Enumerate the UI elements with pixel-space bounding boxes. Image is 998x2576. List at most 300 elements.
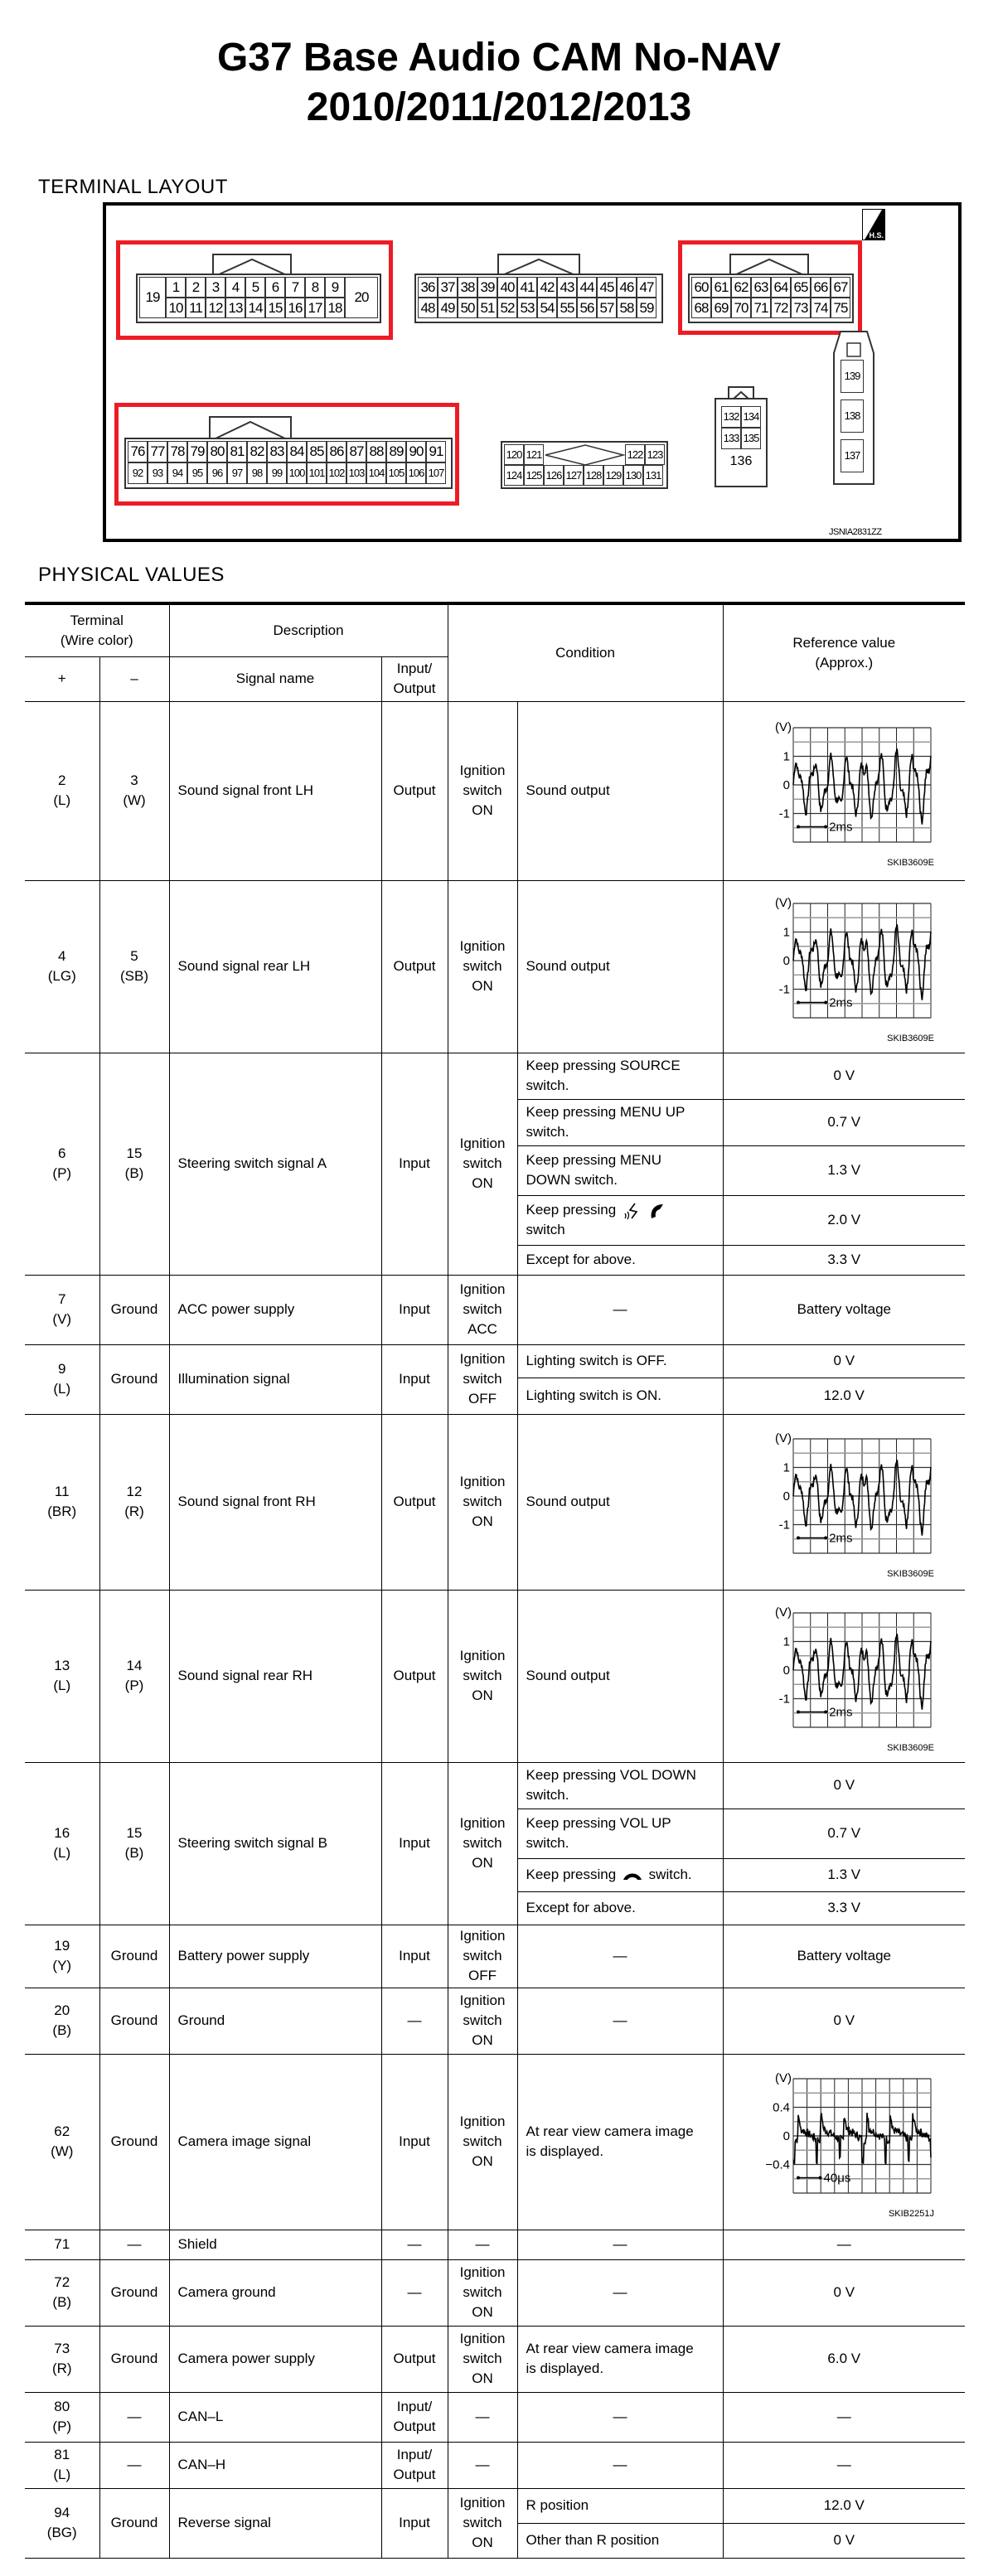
condition-ignition: Ignition switch ON	[448, 1414, 517, 1590]
oscilloscope-trace	[740, 1593, 947, 1759]
terminal-pin: 127	[564, 465, 584, 486]
terminal-pin: 122	[625, 444, 645, 465]
condition-detail: Keep pressing MENU UP switch.	[517, 1099, 723, 1145]
reference-value	[723, 701, 965, 880]
terminal-pin: 18	[325, 298, 345, 318]
terminal-plus: 19 (Y)	[25, 1925, 99, 1988]
terminal-pin: 17	[305, 298, 325, 318]
axis-tick-label: 0	[782, 1489, 791, 1503]
condition-detail: Other than R position	[517, 2523, 723, 2558]
terminal-pin: 126	[544, 465, 564, 486]
table-row	[25, 1762, 965, 1809]
terminal-pin: 61	[711, 277, 731, 298]
input-output: Input	[381, 1053, 448, 1275]
axis-tick-label: 1	[782, 925, 791, 940]
table-row	[25, 2442, 965, 2488]
terminal-pin: 93	[148, 462, 167, 484]
connector-latch	[212, 254, 292, 275]
terminal-pin: 63	[751, 277, 771, 298]
terminal-pin: 68	[691, 298, 711, 318]
terminal-pin: 132	[721, 406, 741, 428]
terminal-minus: —	[99, 2442, 169, 2488]
waveform-figure	[740, 884, 947, 1049]
reference-value: 1.3 V	[723, 1858, 965, 1891]
reference-value: 3.3 V	[723, 1891, 965, 1925]
terminal-pin: 71	[751, 298, 771, 318]
terminal-pin: 14	[245, 298, 265, 318]
condition-detail: At rear view camera image is displayed.	[517, 2326, 723, 2392]
reference-value: 0 V	[723, 2259, 965, 2326]
terminal-plus: 94 (BG)	[25, 2488, 99, 2558]
waveform-figure	[740, 1419, 947, 1585]
signal-name: Steering switch signal B	[169, 1762, 381, 1925]
input-output: Input	[381, 1275, 448, 1344]
condition-detail: Keep pressing SOURCE switch.	[517, 1053, 723, 1099]
condition-detail: R position	[517, 2488, 723, 2523]
terminal-pin: 101	[307, 462, 327, 484]
terminal-pin: 65	[791, 277, 811, 298]
condition-ignition: —	[448, 2392, 517, 2442]
signal-name: Camera image signal	[169, 2054, 381, 2230]
input-output: Output	[381, 701, 448, 880]
terminal-plus: 4 (LG)	[25, 880, 99, 1053]
terminal-pin: 47	[637, 277, 656, 298]
terminal-pin: 99	[267, 462, 287, 484]
condition-detail: Lighting switch is OFF.	[517, 1344, 723, 1378]
terminal-pin: 54	[537, 298, 557, 318]
terminal-minus: 15 (B)	[99, 1762, 169, 1925]
condition-ignition: Ignition switch ON	[448, 2326, 517, 2392]
terminal-pin: 75	[831, 298, 850, 318]
terminal-pin: 43	[557, 277, 577, 298]
condition-detail: Sound output	[517, 701, 723, 880]
terminal-pin: 59	[637, 298, 656, 318]
header-condition: Condition	[448, 603, 723, 701]
terminal-plus: 73 (R)	[25, 2326, 99, 2392]
table-row	[25, 701, 965, 880]
terminal-pin: 57	[597, 298, 617, 318]
reference-value	[723, 1590, 965, 1762]
terminal-pin: 124	[504, 465, 524, 486]
terminal-pin: 79	[187, 441, 207, 462]
terminal-pin: 90	[406, 441, 426, 462]
terminal-pin: 86	[327, 441, 346, 462]
input-output: Input	[381, 1344, 448, 1414]
input-output: Input	[381, 1762, 448, 1925]
condition-detail: —	[517, 1275, 723, 1344]
connector-latch	[497, 254, 580, 275]
signal-name: CAN–L	[169, 2392, 381, 2442]
input-output: Input	[381, 2054, 448, 2230]
terminal-pin: 42	[537, 277, 557, 298]
terminal-minus: —	[99, 2230, 169, 2259]
terminal-pin: 52	[497, 298, 517, 318]
input-output: Output	[381, 880, 448, 1053]
terminal-minus: Ground	[99, 2326, 169, 2392]
terminal-pin: 72	[771, 298, 791, 318]
hs-badge-label: H.S.	[869, 231, 884, 240]
reference-value	[723, 2054, 965, 2230]
signal-name: Ground	[169, 1988, 381, 2054]
signal-name: Camera ground	[169, 2259, 381, 2326]
terminal-pin: 82	[247, 441, 267, 462]
terminal-pin: 62	[731, 277, 751, 298]
terminal-pin: 69	[711, 298, 731, 318]
reference-value: 0.7 V	[723, 1099, 965, 1145]
axis-tick-label: 0	[782, 954, 791, 968]
table-row	[25, 1344, 965, 1378]
condition-text: switch	[526, 1222, 565, 1237]
terminal-minus: Ground	[99, 2054, 169, 2230]
condition-detail: Except for above.	[517, 1891, 723, 1925]
condition-detail: Sound output	[517, 1414, 723, 1590]
terminal-pin: 56	[577, 298, 597, 318]
reference-value: 2.0 V	[723, 1195, 965, 1245]
reference-value	[723, 1414, 965, 1590]
terminal-pin: 91	[426, 441, 446, 462]
reference-value: 3.3 V	[723, 1245, 965, 1275]
signal-name: Steering switch signal A	[169, 1053, 381, 1275]
table-row	[25, 1053, 965, 1099]
terminal-pin: 131	[643, 465, 663, 486]
terminal-plus: 71	[25, 2230, 99, 2259]
terminal-pin: 2	[186, 277, 206, 298]
hs-badge-icon	[862, 209, 885, 240]
terminal-pin: 8	[305, 277, 325, 298]
terminal-minus: Ground	[99, 1988, 169, 2054]
axis-tick-label: 1	[782, 1460, 791, 1475]
terminal-pin: 46	[617, 277, 637, 298]
terminal-pin: 73	[791, 298, 811, 318]
terminal-plus: 72 (B)	[25, 2259, 99, 2326]
condition-text: Keep pressing	[526, 1202, 617, 1218]
terminal-pin: 16	[285, 298, 305, 318]
arrow-end-icon	[797, 2177, 800, 2180]
reference-value: 0 V	[723, 1344, 965, 1378]
condition-detail: At rear view camera image is displayed.	[517, 2054, 723, 2230]
header-plus: +	[25, 656, 99, 701]
terminal-pin: 88	[366, 441, 386, 462]
condition-ignition: Ignition switch ON	[448, 2259, 517, 2326]
condition-detail: Except for above.	[517, 1245, 723, 1275]
table-row	[25, 1590, 965, 1762]
table-row	[25, 1275, 965, 1344]
axis-tick-label: 0.4	[773, 2100, 791, 2115]
table-row	[25, 2488, 965, 2523]
condition-ignition: Ignition switch OFF	[448, 1344, 517, 1414]
terminal-plus: 6 (P)	[25, 1053, 99, 1275]
terminal-pin: 100	[287, 462, 307, 484]
arrow-end-icon	[819, 2177, 822, 2180]
condition-text: switch.	[648, 1867, 692, 1882]
condition-detail: —	[517, 2392, 723, 2442]
header-reference-value: Reference value (Approx.)	[723, 603, 965, 701]
model-years: 2010/2011/2012/2013	[306, 85, 692, 129]
signal-name: Battery power supply	[169, 1925, 381, 1988]
time-scale-label: 2ms	[829, 1705, 853, 1720]
figure-code: SKIB3609E	[887, 1743, 935, 1753]
terminal-pin: 133	[721, 428, 741, 449]
header-description: Description	[169, 603, 448, 656]
signal-name: ACC power supply	[169, 1275, 381, 1344]
signal-name: CAN–H	[169, 2442, 381, 2488]
condition-detail: Lighting switch is ON.	[517, 1378, 723, 1414]
oscilloscope-trace	[740, 1419, 947, 1585]
terminal-pin: 120	[504, 444, 524, 465]
reference-value: 6.0 V	[723, 2326, 965, 2392]
figure-code: SKIB2251J	[889, 2209, 935, 2219]
terminal-pin: 81	[227, 441, 247, 462]
physical-values-table	[25, 602, 965, 2559]
terminal-pin: 39	[477, 277, 497, 298]
condition-ignition: Ignition switch ON	[448, 2488, 517, 2558]
reference-value: Battery voltage	[723, 1275, 965, 1344]
terminal-minus: Ground	[99, 2259, 169, 2326]
terminal-pin: 137	[841, 439, 864, 472]
condition-detail: —	[517, 2230, 723, 2259]
arrow-end-icon	[797, 1537, 800, 1540]
terminal-pin: 130	[623, 465, 643, 486]
axis-tick-label: -1	[778, 806, 791, 821]
condition-detail: —	[517, 1988, 723, 2054]
reference-value	[723, 880, 965, 1053]
time-scale-label: 2ms	[829, 1531, 853, 1546]
axis-unit-label: (V)	[775, 1431, 792, 1445]
input-output: Output	[381, 1414, 448, 1590]
condition-ignition: Ignition switch ON	[448, 1762, 517, 1925]
connector-latch	[729, 254, 809, 275]
table-row	[25, 2392, 965, 2442]
terminal-pin: 123	[645, 444, 665, 465]
oscilloscope-trace	[740, 884, 947, 1049]
condition-detail: Sound output	[517, 880, 723, 1053]
input-output: Input	[381, 1925, 448, 1988]
condition-ignition: Ignition switch ON	[448, 2054, 517, 2230]
axis-tick-label: 0	[782, 1663, 791, 1678]
axis-tick-label: −0.4	[765, 2157, 791, 2172]
arrow-end-icon	[797, 1711, 800, 1714]
table-row	[25, 1414, 965, 1590]
terminal-pin: 45	[597, 277, 617, 298]
keyway-diamond-icon	[544, 444, 627, 466]
terminal-minus: —	[99, 2392, 169, 2442]
terminal-minus: 12 (R)	[99, 1414, 169, 1590]
terminal-pin: 19	[139, 277, 166, 318]
terminal-plus: 20 (B)	[25, 1988, 99, 2054]
table-row	[25, 2230, 965, 2259]
axis-tick-label: 0	[782, 778, 791, 792]
table-row	[25, 2326, 965, 2392]
terminal-plus: 11 (BR)	[25, 1414, 99, 1590]
connector-latch	[209, 416, 292, 439]
table-row	[25, 1988, 965, 2054]
terminal-pin: 3	[206, 277, 225, 298]
terminal-pin: 83	[267, 441, 287, 462]
reference-value: —	[723, 2442, 965, 2488]
terminal-plus: 2 (L)	[25, 701, 99, 880]
terminal-pin: 4	[225, 277, 245, 298]
reference-value: 0 V	[723, 1988, 965, 2054]
terminal-pin: 10	[166, 298, 186, 318]
input-output: Output	[381, 2326, 448, 2392]
arrow-end-icon	[824, 1001, 827, 1005]
condition-detail: —	[517, 2442, 723, 2488]
waveform-figure	[740, 708, 947, 874]
terminal-pin: 40	[497, 277, 517, 298]
terminal-pin: 67	[831, 277, 850, 298]
signal-name: Illumination signal	[169, 1344, 381, 1414]
terminal-minus: Ground	[99, 1925, 169, 1988]
condition-ignition: Ignition switch ON	[448, 1988, 517, 2054]
arrow-end-icon	[824, 1711, 827, 1714]
terminal-pin: 136	[729, 454, 753, 468]
reference-value: —	[723, 2230, 965, 2259]
terminal-pin: 85	[307, 441, 327, 462]
condition-detail: —	[517, 2259, 723, 2326]
terminal-pin: 78	[167, 441, 187, 462]
time-scale-label: 2ms	[829, 820, 853, 835]
terminal-pin: 48	[418, 298, 438, 318]
signal-name: Sound signal front LH	[169, 701, 381, 880]
terminal-pin: 84	[287, 441, 307, 462]
header-terminal: Terminal (Wire color)	[25, 603, 169, 656]
signal-name: Sound signal rear RH	[169, 1590, 381, 1762]
input-output: Output	[381, 1590, 448, 1762]
terminal-minus: 15 (B)	[99, 1053, 169, 1275]
table-row	[25, 2054, 965, 2230]
terminal-pin: 50	[458, 298, 477, 318]
signal-name: Shield	[169, 2230, 381, 2259]
table-row	[25, 880, 965, 1053]
terminal-layout-heading: TERMINAL LAYOUT	[38, 176, 228, 198]
terminal-plus: 13 (L)	[25, 1590, 99, 1762]
terminal-plus: 9 (L)	[25, 1344, 99, 1414]
terminal-pin: 97	[227, 462, 247, 484]
terminal-plus: 7 (V)	[25, 1275, 99, 1344]
physical-values-heading: PHYSICAL VALUES	[38, 564, 225, 586]
terminal-pin: 94	[167, 462, 187, 484]
axis-tick-label: -1	[778, 1518, 791, 1533]
terminal-pin: 107	[426, 462, 446, 484]
terminal-pin: 102	[327, 462, 346, 484]
terminal-plus: 81 (L)	[25, 2442, 99, 2488]
reference-value: 0 V	[723, 2523, 965, 2558]
terminal-pin: 51	[477, 298, 497, 318]
terminal-pin: 64	[771, 277, 791, 298]
input-output: Input/ Output	[381, 2442, 448, 2488]
axis-tick-label: -1	[778, 1692, 791, 1707]
terminal-minus: 3 (W)	[99, 701, 169, 880]
condition-detail	[517, 1195, 723, 1245]
terminal-pin: 49	[438, 298, 458, 318]
terminal-pin: 55	[557, 298, 577, 318]
terminal-pin: 13	[225, 298, 245, 318]
time-scale-label: 40μs	[823, 2171, 851, 2186]
document-title: G37 Base Audio CAM No-NAV	[216, 36, 782, 80]
terminal-layout-figure	[103, 202, 962, 542]
terminal-pin: 53	[517, 298, 537, 318]
axis-tick-label: 0	[782, 2129, 791, 2143]
terminal-minus: 5 (SB)	[99, 880, 169, 1053]
table-header-row	[25, 603, 965, 656]
signal-name: Sound signal rear LH	[169, 880, 381, 1053]
terminal-pin: 104	[366, 462, 386, 484]
phone-pickup-icon	[647, 1202, 668, 1220]
terminal-minus: Ground	[99, 1344, 169, 1414]
condition-detail: Keep pressing VOL DOWN switch.	[517, 1762, 723, 1809]
condition-detail: Keep pressing VOL UP switch.	[517, 1809, 723, 1858]
terminal-pin: 87	[346, 441, 366, 462]
terminal-pin: 1	[166, 277, 186, 298]
condition-ignition: Ignition switch ON	[448, 1590, 517, 1762]
terminal-pin: 41	[517, 277, 537, 298]
figure-code: SKIB3609E	[887, 858, 935, 868]
oscilloscope-trace	[740, 708, 947, 874]
condition-ignition: Ignition switch ON	[448, 880, 517, 1053]
table-row	[25, 1925, 965, 1988]
reference-value: Battery voltage	[723, 1925, 965, 1988]
arrow-end-icon	[824, 1537, 827, 1540]
terminal-pin: 74	[811, 298, 831, 318]
phone-hangup-icon	[622, 1867, 643, 1885]
terminal-pin: 92	[128, 462, 148, 484]
condition-ignition: Ignition switch OFF	[448, 1925, 517, 1988]
terminal-pin: 5	[245, 277, 265, 298]
terminal-pin: 11	[186, 298, 206, 318]
input-output: —	[381, 2259, 448, 2326]
terminal-plus: 62 (W)	[25, 2054, 99, 2230]
figure-code: JSNIA2831ZZ	[829, 527, 882, 537]
axis-tick-label: 1	[782, 1634, 791, 1649]
terminal-pin: 138	[841, 399, 864, 433]
figure-code: SKIB3609E	[887, 1034, 935, 1043]
terminal-pin: 139	[841, 360, 864, 393]
terminal-pin: 76	[128, 441, 148, 462]
condition-detail: Sound output	[517, 1590, 723, 1762]
condition-text: Keep pressing	[526, 1867, 617, 1882]
terminal-pin: 20	[345, 277, 378, 318]
reference-value: 0.7 V	[723, 1809, 965, 1858]
axis-unit-label: (V)	[775, 1605, 792, 1620]
signal-name: Camera power supply	[169, 2326, 381, 2392]
terminal-pin: 66	[811, 277, 831, 298]
terminal-pin: 70	[731, 298, 751, 318]
header-signal-name: Signal name	[169, 656, 381, 701]
figure-code: SKIB3609E	[887, 1569, 935, 1579]
terminal-pin: 7	[285, 277, 305, 298]
terminal-pin: 95	[187, 462, 207, 484]
terminal-pin: 134	[741, 406, 761, 428]
table-row	[25, 2259, 965, 2326]
waveform-figure	[740, 2059, 947, 2225]
terminal-pin: 129	[603, 465, 623, 486]
terminal-pin: 58	[617, 298, 637, 318]
terminal-pin: 128	[584, 465, 603, 486]
terminal-pin: 9	[325, 277, 345, 298]
terminal-minus: Ground	[99, 1275, 169, 1344]
terminal-pin: 89	[386, 441, 406, 462]
terminal-pin: 44	[577, 277, 597, 298]
terminal-pin: 37	[438, 277, 458, 298]
terminal-minus: Ground	[99, 2488, 169, 2558]
axis-unit-label: (V)	[775, 720, 792, 734]
terminal-pin: 36	[418, 277, 438, 298]
oscilloscope-trace	[740, 2059, 947, 2225]
condition-detail: Keep pressing MENU DOWN switch.	[517, 1145, 723, 1195]
condition-ignition: —	[448, 2442, 517, 2488]
terminal-minus: 14 (P)	[99, 1590, 169, 1762]
terminal-pin: 121	[524, 444, 544, 465]
